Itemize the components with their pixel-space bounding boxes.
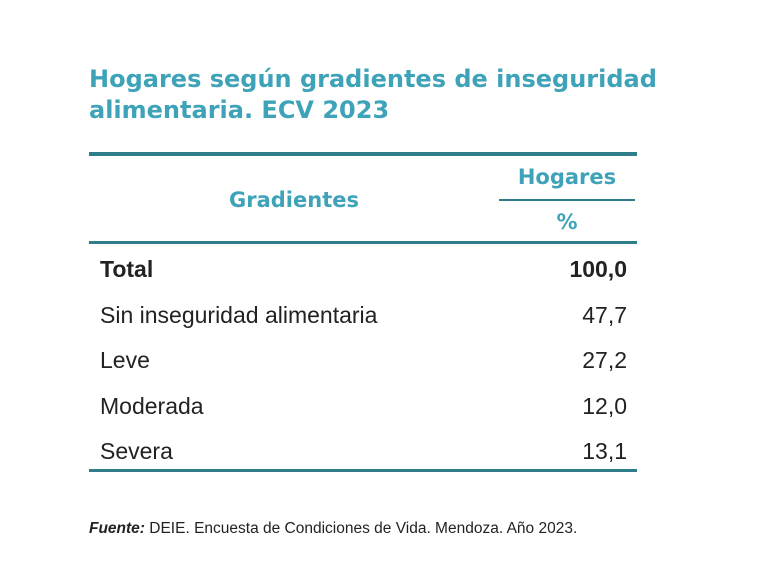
table-row [100,436,627,482]
table-top-rule [89,152,637,156]
table-body [100,254,627,482]
row-value: 47,7 [582,301,627,328]
row-value: 100,0 [569,256,627,282]
row-value: 13,1 [582,438,627,464]
row-value: 27,2 [582,347,627,373]
table-row [100,391,627,437]
row-label: Moderada [100,392,204,419]
source-note [89,520,577,538]
row-label: Leve [100,347,150,373]
table-row-total [100,254,627,300]
table-row [100,345,627,391]
table-header-rule [89,241,637,244]
source-label: Fuente: [89,520,145,537]
table-title-line-1: Hogares según gradientes de inseguridad [89,65,657,93]
column-header-hogares: Hogares [517,165,617,189]
column-header-gradientes: Gradientes [229,188,359,212]
table-title [89,64,669,126]
table-row [100,300,627,346]
row-label: Total [100,256,154,282]
row-label: Sin inseguridad alimentaria [100,301,378,328]
column-header-subrule [499,199,635,201]
row-label: Severa [100,438,173,464]
source-text: DEIE. Encuesta de Condiciones de Vida. Mendoza. Año 2023. [144,520,578,537]
row-value: 12,0 [582,392,627,419]
column-header-percent: % [556,210,578,234]
table-bottom-rule [89,469,637,472]
table-title-line-2: alimentaria. ECV 2023 [89,96,390,124]
